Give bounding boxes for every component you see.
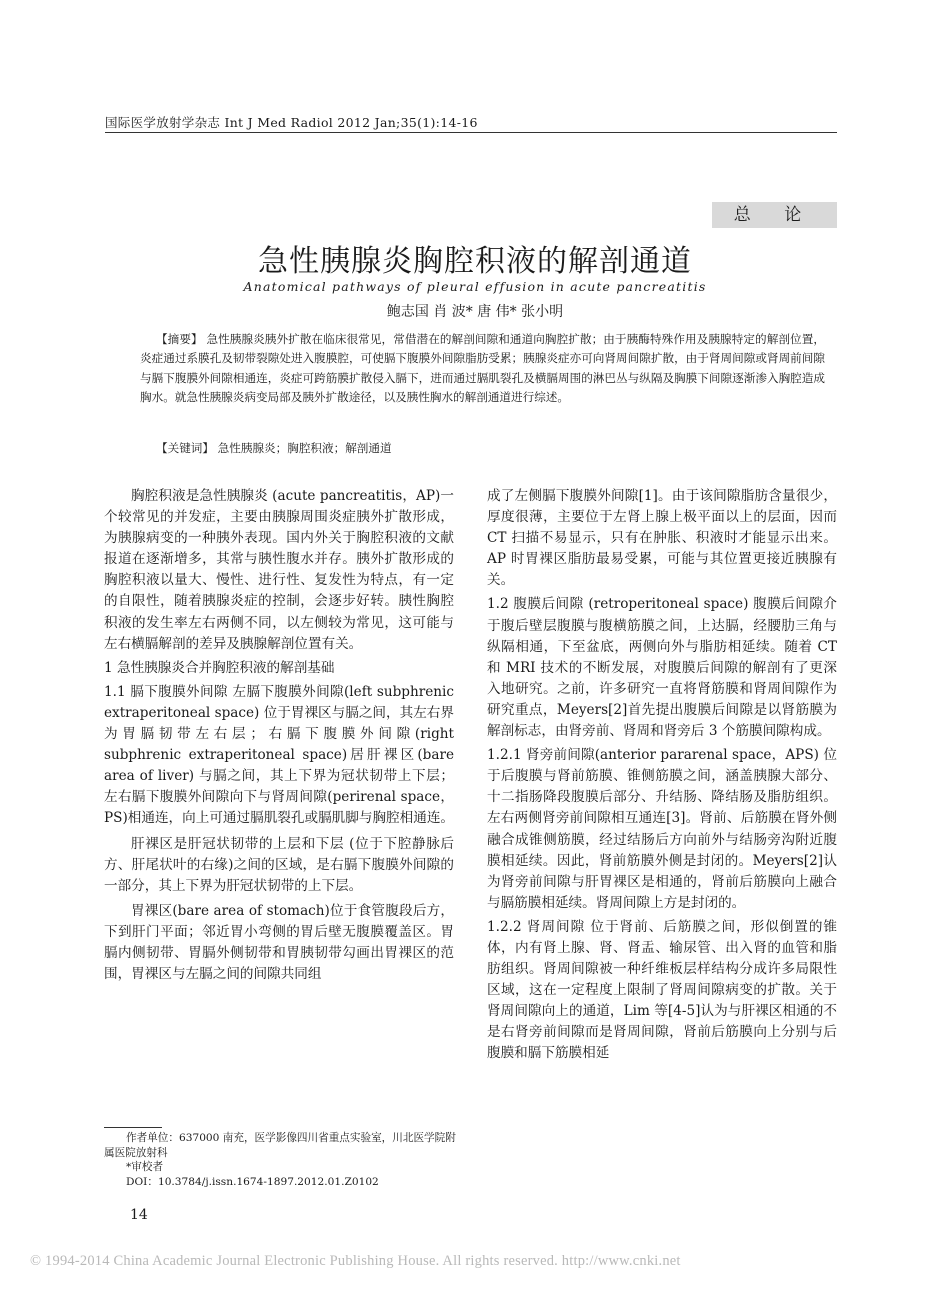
authors: 鲍志国 肖 波* 唐 伟* 张小明 [386, 304, 564, 320]
keywords-label: 【关键词】 [156, 441, 214, 455]
body-column-left [104, 486, 454, 985]
page-number: 14 [130, 1207, 148, 1223]
keywords-text: 急性胰腺炎；胸腔积液；解剖通道 [217, 441, 392, 455]
footnote-rule [104, 1127, 162, 1128]
header-rule [105, 132, 837, 133]
paragraph: 成了左侧膈下腹膜外间隙[1]。由于该间隙脂肪含量很少，厚度很薄，主要位于左肾上腺上极平面以上的层面，因而 CT 扫描不易显示，只有在肿胀、积液时才能显示出来。AP 时胃裸区脂肪最易受累，可能与其位置更接近胰腺有关。 [487, 488, 837, 589]
keywords [156, 440, 392, 456]
section-heading: 1 急性胰腺炎合并胸腔积液的解剖基础 [104, 659, 335, 676]
article-title-en: Anatomical pathways of pleural effusion in acute pancreatitis [243, 279, 707, 294]
abstract-label: 【摘要】 [156, 332, 203, 346]
paragraph: 1.2 腹膜后间隙 (retroperitoneal space) 腹膜后间隙介于腹后壁层腹膜与腹横筋膜之间，上达膈，经腰肋三角与纵隔相通，下至盆底，两侧向外与脂肪相延续。随着 CT 和 MRI 技术的不断发展，对腹膜后间隙的解剖有了更深入地研究。之前，许多研究一直将肾筋膜和肾周间隙作为研究重点，Meyers[2]首先提出腹膜后间隙是以肾筋膜为解剖标志，由肾旁前、肾周和肾旁后 3 个筋膜间隙构成。 [487, 596, 837, 740]
paragraph: 1.2.2 肾周间隙 位于肾前、后筋膜之间，形似倒置的锥体，内有肾上腺、肾、肾盂、输尿管、出入肾的血管和脂肪组织。肾周间隙被一种纤维板层样结构分成许多局限性区域，这在一定程度上限制了肾周间隙病变的扩散。关于肾周间隙向上的通道，Lim 等[4-5]认为与肝裸区相通的不是右肾旁前间隙而是肾周间隙，肾前后筋膜向上分别与后腹膜和膈下筋膜相延 [487, 918, 837, 1062]
footnote-reviewer: *审校者 [126, 1161, 164, 1174]
abstract [140, 330, 825, 407]
paragraph: 1.1 膈下腹膜外间隙 左膈下腹膜外间隙(left subphrenic extraperitoneal space) 位于胃裸区与膈之间，其左右界为胃膈韧带左右层；右膈下腹膜外间隙(right subphrenic extraperitoneal space)居肝裸区(bare area of liver) 与膈之间，其上下界为冠状韧带上下层；左右膈下腹膜外间隙向下与肾周间隙(perirenal space，PS)相通连，向上可通过膈肌裂孔或膈肌脚与胸腔相通连。 [104, 683, 455, 827]
paragraph: 胃裸区(bare area of stomach)位于食管腹段后方，下到肝门平面；邻近胃小弯侧的胃后壁无腹膜覆盖区。胃膈内侧韧带、胃膈外侧韧带和胃胰韧带勾画出胃裸区的范围，胃裸区与左膈之间的间隙共同组 [104, 902, 454, 983]
copyright-notice: © 1994-2014 China Academic Journal Electronic Publishing House. All rights reserved. http://www.cnki.net [30, 1253, 681, 1269]
abstract-text: 急性胰腺炎胰外扩散在临床很常见，常借潜在的解剖间隙和通道向胸腔扩散；由于胰酶特殊作用及胰腺特定的解剖位置，炎症通过系膜孔及韧带裂隙处进入腹膜腔，可使膈下腹膜外间隙脂肪受累；胰腺炎症亦可向肾周间隙扩散，由于肾周间隙或肾周前间隙与膈下腹膜外间隙相通连，炎症可跨筋膜扩散侵入膈下，进而通过膈肌裂孔及横膈周围的淋巴丛与纵隔及胸膜下间隙逐渐渗入胸腔造成胸水。就急性胰腺炎病变局部及胰外扩散途径，以及胰性胸水的解剖通道进行综述。 [140, 332, 825, 404]
article-title: 急性胰腺炎胸腔积液的解剖通道 [258, 244, 692, 279]
footnote-doi: DOI：10.3784/j.issn.1674-1897.2012.01.Z0102 [126, 1175, 379, 1188]
footnote-affiliation: 作者单位：637000 南充，医学影像四川省重点实验室，川北医学院附属医院放射科 [104, 1132, 456, 1159]
paragraph: 胸腔积液是急性胰腺炎 (acute pancreatitis，AP)一个较常见的并发症，主要由胰腺周围炎症胰外扩散形成，为胰腺病变的一种胰外表现。国内外关于胸腔积液的文献报道在逐渐增多，其常与胰性腹水并存。胰外扩散形成的胸腔积液以量大、慢性、进行性、复发性为特点，有一定的自限性，随着胰腺炎症的控制，会逐步好转。胰性胸腔积液的发生率左右两侧不同，以左侧较为常见，这可能与左右横膈解剖的差异及胰腺解剖位置有关。 [104, 488, 454, 652]
section-tag: 总 论 [712, 202, 837, 228]
paragraph: 1.2.1 肾旁前间隙(anterior pararenal space，APS) 位于后腹膜与肾前筋膜、锥侧筋膜之间，涵盖胰腺大部分、十二指肠降段腹膜后部分、升结肠、降结肠及脂肪组织。左右两侧肾旁前间隙相互通连[3]。肾前、后筋膜在肾外侧融合成锥侧筋膜，经过结肠后方向前外与结肠旁沟附近腹膜相延续。因此，肾前筋膜外侧是封闭的。Meyers[2]认为肾旁前间隙与肝胃裸区是相通的，肾前后筋膜向上融合与膈筋膜相延续。肾周间隙上方是封闭的。 [487, 747, 837, 911]
paragraph: 肝裸区是肝冠状韧带的上层和下层 (位于下腔静脉后方、肝尾状叶的右缘)之间的区域，是右膈下腹膜外间隙的一部分，其上下界为肝冠状韧带的上下层。 [104, 835, 454, 894]
journal-header: 国际医学放射学杂志 Int J Med Radiol 2012 Jan;35(1):14-16 [105, 115, 478, 130]
footnote [104, 1131, 456, 1189]
body-column-right [487, 486, 837, 1065]
